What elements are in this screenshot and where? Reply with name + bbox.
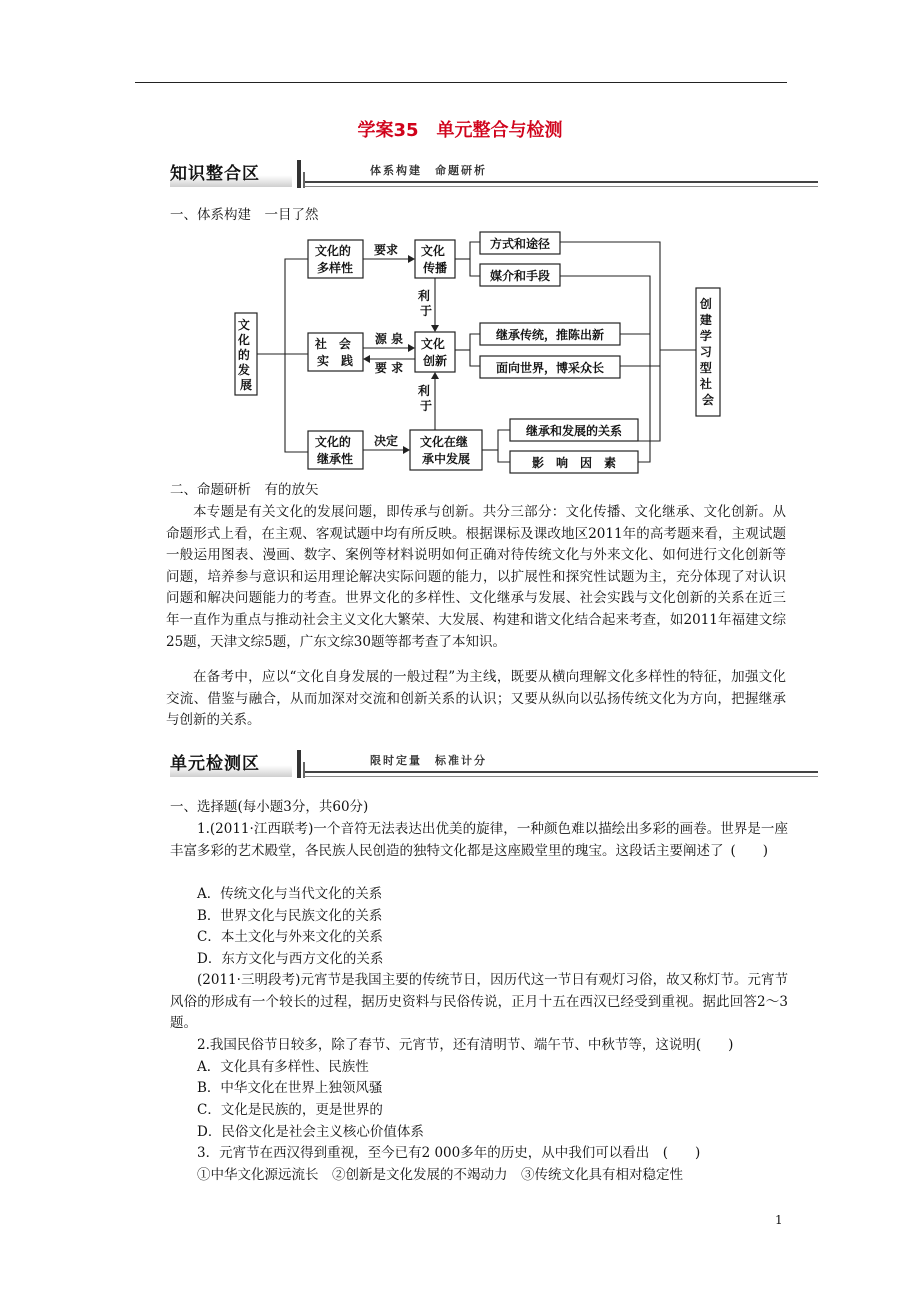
- header-rule-thin: [305, 776, 818, 777]
- arrowhead: [431, 325, 439, 332]
- arrowhead: [431, 372, 439, 379]
- connector: [498, 430, 510, 462]
- node-practice-text: 社 会 实 践: [314, 337, 354, 368]
- section-subtitle: 体系构建 命题研析: [370, 164, 487, 177]
- leaf-media-text: 媒介和手段: [489, 269, 551, 283]
- section-subtitle: 限时定量 标准计分: [370, 754, 487, 767]
- node-learning-society-text: 创 建 学 习 型 社 会: [699, 297, 715, 407]
- concept-diagram: [230, 228, 730, 478]
- question-1-answer-paren: ( ): [730, 842, 768, 859]
- q2-option-a: A．文化具有多样性、民族性: [197, 1059, 369, 1075]
- arrowhead: [408, 344, 415, 352]
- label-benefit-2: 利 于: [417, 384, 433, 413]
- header-rule: [305, 181, 818, 183]
- top-rule: [135, 82, 787, 83]
- heading-choice: 一、选择题(每小题3分，共60分): [170, 799, 369, 815]
- node-inheritance-text: 文化的 继承性: [314, 435, 354, 466]
- page-number: 1: [775, 1213, 783, 1227]
- connector: [470, 242, 480, 276]
- q1-option-d: D．东方文化与西方文化的关系: [197, 951, 384, 967]
- heading-framework: 一、体系构建 一目了然: [170, 207, 319, 223]
- section-tag: 知识整合区: [170, 161, 292, 187]
- leaf-factors-text: 影 响 因 素: [531, 456, 617, 470]
- analysis-paragraph-1: 本专题是有关文化的发展问题，即传承与创新。共分三部分：文化传播、文化继承、文化创新。从命题形式上看，在主观、客观试题中均有所反映。根据课标及课改地区2011年的高考题来看，主观试题一般运用图表、漫画、数字、案例等材料说明如何正确对待传统文化与外来文化、如何进行文化创新等问题，培养参与意识和运用理论解决实际问题的能力，以扩展性和探究性试题为主，充分体现了对认识问题和解决问题能力的考查。世界文化的多样性、文化继承与发展、社会实践与文化创新的关系在近三年一直作为重点与推动社会主义文化大繁荣、大发展、构建和谐文化结合起来考查，如2011年福建文综25题，天津文综5题，广东文综30题等都考查了本知识。: [166, 504, 786, 650]
- q2-option-d: D．民俗文化是社会主义核心价值体系: [197, 1124, 424, 1140]
- section-tag: 单元检测区: [170, 751, 292, 777]
- leaf-world-text: 面向世界，博采众长: [495, 361, 605, 375]
- label-source: 源 泉: [374, 332, 404, 346]
- q1-option-b: B．世界文化与民族文化的关系: [197, 908, 383, 924]
- q1-option-c: C．本土文化与外来文化的关系: [197, 929, 383, 945]
- heading-analysis: 二、命题研析 有的放矢: [170, 482, 319, 498]
- analysis-paragraph-2: 在备考中，应以“文化自身发展的一般过程”为主线，既要从横向理解文化多样性的特征，加强文化交流、借鉴与融合，从而加深对交流和创新关系的认识；又要从纵向以弘扬传统文化为方向，把握继承与创新的关系。: [166, 669, 786, 729]
- question-1-stem: 1.(2011·江西联考)一个音符无法表达出优美的旋律，一种颜色难以描绘出多彩的画卷。世界是一座丰富多彩的艺术殿堂，各民族人民创造的独特文化都是这座殿堂里的瑰宝。这段话主要阐述了: [170, 821, 788, 859]
- node-root-text: 文 化 的 发 展: [237, 318, 253, 392]
- question-1: [170, 819, 788, 862]
- header-bar: [297, 160, 301, 188]
- label-require: 要求: [373, 243, 399, 257]
- section-header-knowledge: [170, 158, 818, 192]
- q2-option-b: B．中华文化在世界上独领风骚: [197, 1080, 383, 1096]
- arrowhead: [403, 446, 410, 454]
- question-intro-2-3: (2011·三明段考)元宵节是我国主要的传统节日，因历代这一节日有观灯习俗，故又称灯节。元宵节风俗的形成有一个较长的过程，据历史资料与民俗传说，正月十五在西汉已经受到重视。据此回答2～3题。: [170, 972, 788, 1032]
- q2-option-c: C．文化是民族的，更是世界的: [197, 1102, 383, 1118]
- question-3: 3．元宵节在西汉得到重视，至今已有2 000多年的历史，从中我们可以看出 ( ): [197, 1145, 701, 1161]
- arrowhead: [363, 355, 370, 363]
- q3-options: ①中华文化源远流长 ②创新是文化发展的不竭动力 ③传统文化具有相对稳定性: [197, 1167, 683, 1183]
- label-require-2: 要 求: [374, 361, 404, 375]
- arrowhead: [408, 255, 415, 263]
- node-spread-text: 文化 传播: [420, 244, 448, 275]
- leaf-relation-text: 继承和发展的关系: [525, 424, 623, 438]
- node-diversity-text: 文化的 多样性: [314, 244, 354, 275]
- node-innovation-text: 文化 创新: [420, 337, 448, 368]
- label-benefit-1: 利 于: [417, 289, 433, 318]
- question-2: 2.我国民俗节日较多，除了春节、元宵节，还有清明节、端午节、中秋节等，这说明( ): [197, 1037, 734, 1053]
- node-inherit-dev-text: 文化在继 承中发展: [419, 435, 471, 466]
- q1-option-a: A．传统文化与当代文化的关系: [197, 886, 383, 902]
- header-rule: [305, 771, 818, 773]
- page-title: 学案35 单元整合与检测: [357, 120, 563, 141]
- connector: [285, 259, 308, 452]
- label-decide: 决定: [373, 434, 399, 448]
- leaf-method-text: 方式和途径: [489, 237, 551, 251]
- leaf-inherit-text: 继承传统，推陈出新: [495, 328, 605, 342]
- header-bar: [297, 750, 301, 778]
- section-header-test: [170, 748, 818, 782]
- header-rule-thin: [305, 186, 818, 187]
- connector: [470, 334, 480, 366]
